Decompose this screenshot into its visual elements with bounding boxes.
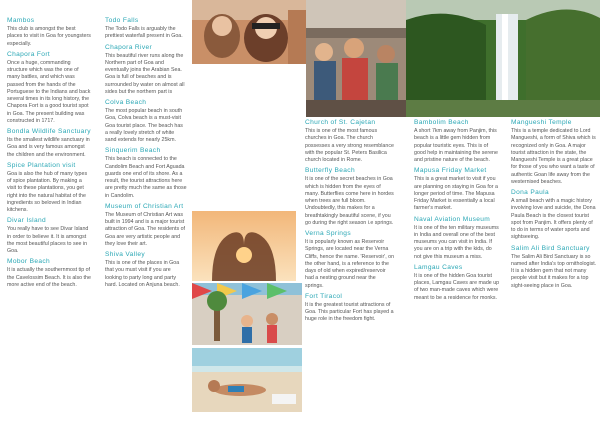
waterfall-photo [406, 0, 600, 117]
section-dona-paula [511, 189, 597, 242]
section-title: Museum of Christian Art [105, 202, 184, 210]
section-body: The Todo Falls is arguably the prettiest waterfall present in Goa. [105, 26, 183, 40]
section-bondla-wildlife-sanctuary [7, 128, 92, 159]
section-body: It is actually the southernmost tip of the Cavelossim Beach. It is also the more active end of the beach. [7, 267, 91, 288]
section-title: Mangueshi Temple [511, 119, 572, 126]
section-body: It is popularly known as Reservoir Springs, are located near the Verna Cliffs, hence the name. 'Reservoir', on the other hand, is a reference to the days of old when expired/reservoir had a nesting ground near the springs. [305, 239, 395, 289]
section-mapusa-friday-market [414, 167, 500, 212]
market-crowd-photo [306, 0, 406, 117]
section-body: It is one of the secret beaches in Goa which is hidden from the eyes of many. Butterflies come here in hordes when trees are full bloom. Undoubtedly, this makes for a breathtakingly beautiful scene, if you go during the right season i.e springs. [305, 176, 394, 226]
section-title: Mobor Beach [7, 258, 51, 266]
section-title: Mambos [7, 17, 35, 24]
section-naval-aviation-museum [414, 216, 500, 261]
section-body: A small beach with a magic history involving love and suicide, the Dona Paula Beach is the closest tourist spot from Panjim. It offers plenty of to do in terms of water sports and sightseeing. [511, 198, 596, 241]
column-1 [7, 0, 92, 429]
section-title: Butterfly Beach [305, 167, 355, 175]
section-museum-of-christian-art [105, 203, 187, 248]
column-5 [511, 119, 597, 412]
section-title: Dona Paula [511, 189, 549, 196]
column-2 [105, 0, 187, 429]
section-divar-island [7, 217, 92, 255]
column-4 [414, 119, 500, 412]
section-spice-plantation-visit [7, 162, 92, 215]
section-mambos [7, 17, 92, 48]
section-body: This beach is connected to the Candolim Beach and Fort Aguada guards one end of its shore. As a result, the tourist attractions here are pretty much the same as those in Candolim. [105, 156, 187, 199]
section-fort-tiracol [305, 293, 395, 324]
section-bambolim-beach [414, 119, 500, 164]
section-body: This is a temple dedicated to Lord Mangueshi, a form of Shiva which is recognized only in Goa. A major tourist attraction in the state, the Mangueshi Temple is a great place for those of you who want a taste of authentic Goan life away from the westernised beaches. [511, 128, 596, 185]
section-mangueshi-temple [511, 119, 597, 186]
section-body: It is one of the hidden Goa tourist places, Lamgau Caves are made up of two man-made caves which were meant to be a residence for monks. [414, 272, 500, 301]
sunbathing-beach-photo [192, 348, 302, 412]
section-todo-falls [105, 17, 187, 41]
section-body: The most popular beach in south Goa, Colva beach is a must-visit Goa tourist place. The beach has a really lovely stretch of white sand extends for nearly 25km. [105, 108, 183, 143]
section-church-of-st-cajetan [305, 119, 395, 164]
section-body: Its the smallest wildlife sanctuary in Goa and is very famous amongst the children and the environment. [7, 137, 90, 158]
section-chapora-fort [7, 51, 92, 125]
heart-sunset-photo [192, 211, 296, 281]
beach-selfie-photo [192, 0, 306, 64]
section-title: Chapora River [105, 43, 153, 51]
section-chapora-river [105, 44, 187, 97]
section-title: Bambolim Beach [414, 119, 469, 126]
section-title: Church of St. Cajetan [305, 119, 376, 126]
section-colva-beach [105, 99, 187, 144]
section-title: Fort Tiracol [305, 292, 343, 300]
section-shiva-valley [105, 251, 187, 289]
section-salim-ali-bird-sanctuary [511, 245, 597, 290]
section-body: A short 7km away from Panjim, this beach is a little gem hidden from popular touristic eyes. This is of good help in maintaining the serene and pristine nature of the beach. [414, 128, 498, 163]
section-body: This is one of the most famous churches in Goa. The church possesses a very strong resemblance with the popular St. Peters Basilica church located in Rome. [305, 128, 394, 163]
section-body: It is the greatest tourist attractions of Goa. This particular Fort has played a huge role in the freedom fight. [305, 301, 394, 323]
section-title: Shiva Valley [105, 251, 145, 258]
section-title: Divar Island [7, 217, 47, 225]
section-body: It is one of the ten military museums in India and overall one of the best museums you can visit in India. If you are on a trip with the kids, do not give this museum a miss. [414, 224, 499, 260]
beach-party-photo [192, 283, 302, 345]
section-body: The Museum of Christian Art was built in 1994 and is a major tourist attraction of Goa. The residents of Goa are very artistic people and they love their art. [105, 211, 185, 247]
section-body: This is one of the places in Goa that you must visit if you are looking to party long and party hard. Located on Anjuna beach. [105, 260, 180, 288]
section-title: Colva Beach [105, 99, 147, 106]
section-body: Once a huge, commanding structure which was the one of many battles, and which was passed from the hands of the Portuguese to the Indians and back several times in its long history, the Chapora Fort is a good tourist spot in Goa. The present building was constructed in 1717. [7, 59, 91, 124]
section-body: This is a great market to visit if you are planning on staying in Goa for a longer period of time. The Mapusa Friday Market is essentially a local farmer's market. [414, 176, 498, 212]
section-title: Spice Plantation visit [7, 161, 76, 169]
section-title: Lamgau Caves [414, 263, 463, 271]
section-body: Goa is also the hub of many types of spice plantation. By making a visit to these plantations, you get right into the natural habitat of the ingredients so beloved in Indian kitchens. [7, 170, 88, 213]
section-body: You really have to see Divar Island in order to believe it. It is amongst the most beautiful places to see in Goa. [7, 226, 89, 254]
section-title: Mapusa Friday Market [414, 167, 487, 175]
section-verna-springs [305, 230, 395, 290]
section-mobor-beach [7, 258, 92, 289]
section-title: Verna Springs [305, 230, 351, 237]
section-title: Salim Ali Bird Sanctuary [511, 244, 590, 252]
section-title: Bondla Wildlife Sanctuary [7, 128, 91, 135]
column-3 [305, 119, 395, 412]
section-body: This club is amongst the best places to visit in Goa for youngsters especially. [7, 26, 91, 47]
section-sinquerim-beach [105, 147, 187, 200]
section-title: Chapora Fort [7, 50, 51, 58]
section-butterfly-beach [305, 167, 395, 227]
section-lamgau-caves [414, 264, 500, 302]
section-body: This beautiful river runs along the Northern part of Goa and eventually joins the Arabian Sea. Goa is full of beaches and is surrounded by water on almost all sides but the northern part is [105, 52, 185, 95]
section-title: Todo Falls [105, 17, 139, 24]
section-title: Naval Aviation Museum [414, 215, 491, 223]
section-title: Sinquerim Beach [105, 147, 161, 155]
section-body: The Salim Ali Bird Sanctuary is so named after India's top ornithologist. It is a hidden gem that not many people visit but it makes for a top sight-seeing place in Goa. [511, 253, 597, 289]
